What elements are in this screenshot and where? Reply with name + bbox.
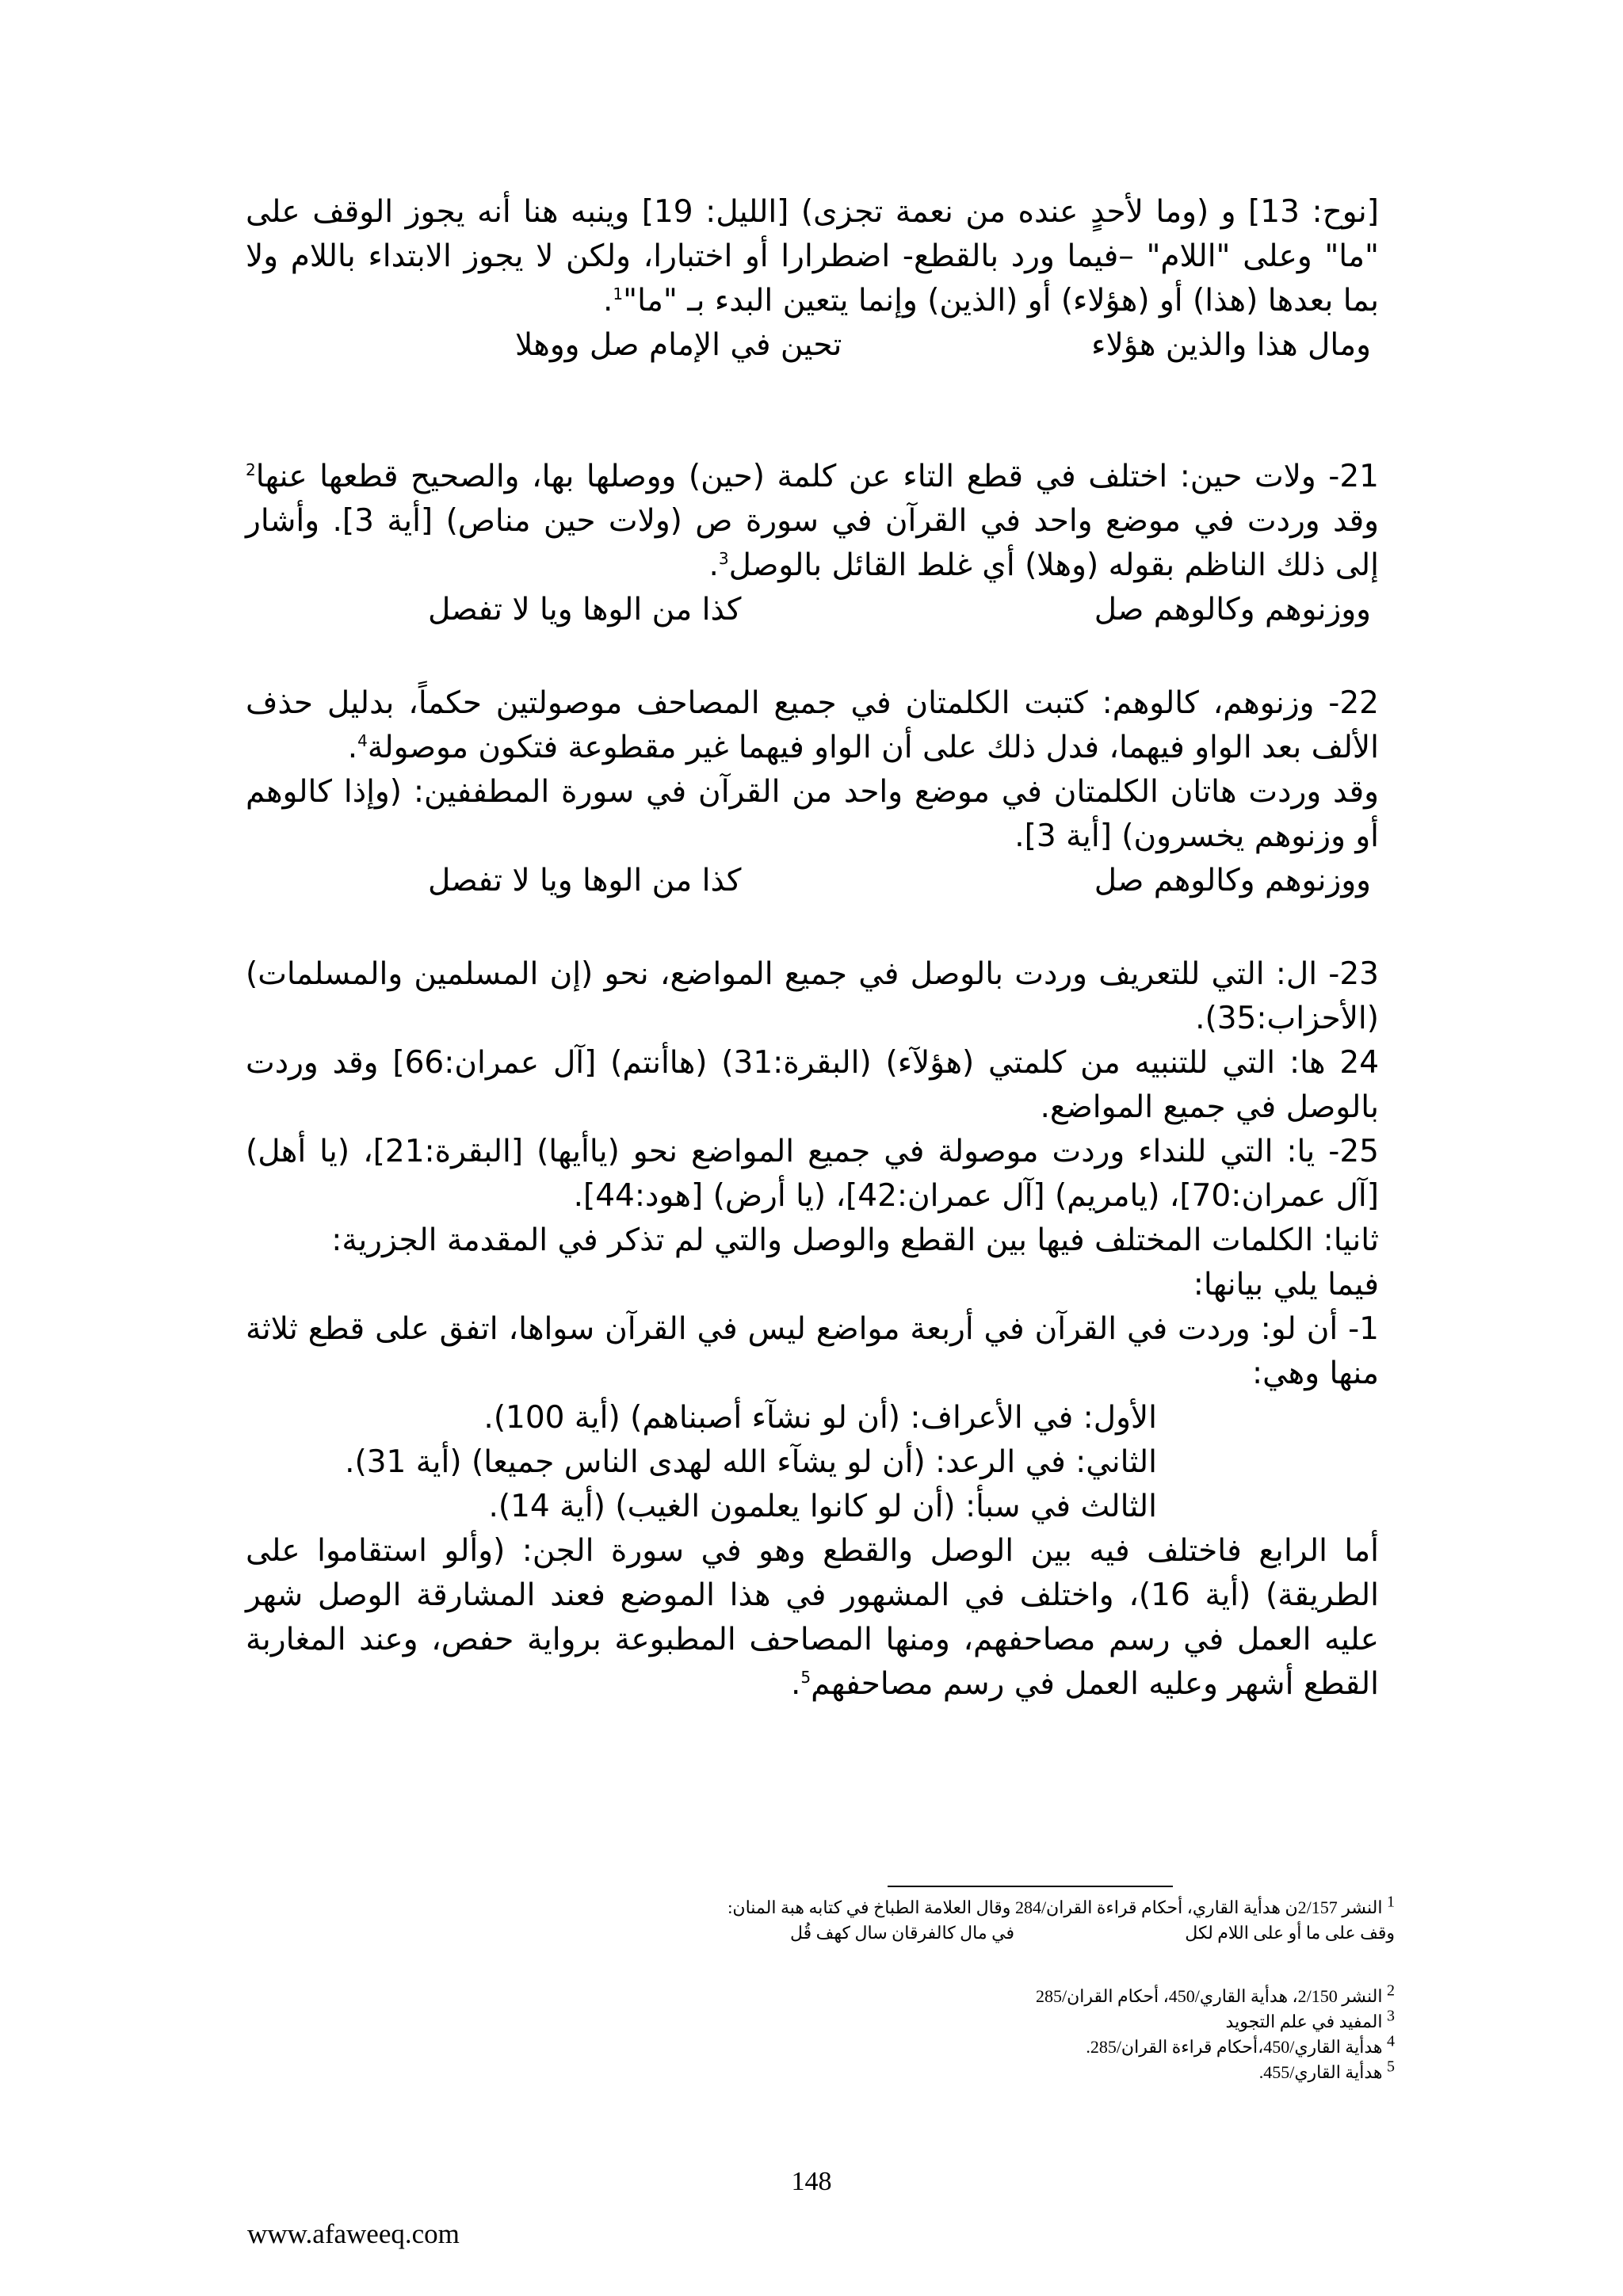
footnotes	[444, 1895, 1395, 2085]
main-text	[246, 190, 1379, 1707]
footnote-text: المفيد في علم التجويد	[1225, 2012, 1383, 2031]
paragraph	[246, 455, 1379, 588]
footnote-ref[interactable]: 1	[613, 284, 624, 303]
footnote-ref[interactable]: 2	[246, 460, 256, 479]
footnote-number: 1	[1387, 1893, 1395, 1911]
paragraph-text: وقد وردت في موضع واحد في القرآن في سورة ص (ولات حين مناص) [أية 3]. وأشار إلى ذلك الناظم بقوله (وهلا) أي غلط القائل بالوصل	[246, 503, 1379, 583]
footnote-text: النشر 2/157ن هدأية القاري، أحكام قراءة القران/284 وقال العلامة الطباخ في كتابه هبة المنان:	[727, 1897, 1383, 1917]
verse-hemistich-first: ووزنوهم وكالوهم صل	[1094, 592, 1371, 627]
paragraph	[246, 190, 1379, 323]
paragraph-text: [نوح: 13] و (وما لأحدٍ عنده من نعمة تجزى) [الليل: 19] وينبه هنا أنه يجوز الوقف على "ما" وعلى "اللام" –فيما ورد بالقطع- اضطرارا أو اختبارا، ولكن لا يجوز الابتداء باللام ولا بما بعدها (هذا) أو (هؤلاء) أو (الذين) وإنما يتعين البدء بـ "ما"	[246, 194, 1379, 318]
paragraph: 1- أن لو: وردت في القرآن في أربعة مواضع ليس في القرآن سواها، اتفق على قطع ثلاثة منها وهي:	[246, 1311, 1379, 1391]
footnote-number: 3	[1387, 2007, 1395, 2025]
verse-hemistich-first: ووزنوهم وكالوهم صل	[1094, 863, 1371, 898]
footnote-number: 4	[1387, 2032, 1395, 2050]
footnote-ref[interactable]: 3	[718, 549, 729, 568]
paragraph-text: .	[708, 547, 719, 583]
paragraph: 24 ها: التي للتنبيه من كلمتي (هؤلآء) (البقرة:31) (هاأنتم) [آل عمران:66] وقد وردت بالوصل في جميع المواضع.	[246, 1045, 1380, 1125]
paragraph: ثانيا: الكلمات المختلف فيها بين القطع والوصل والتي لم تذكر في المقدمة الجزرية:	[331, 1222, 1379, 1258]
footnote-ref[interactable]: 5	[800, 1668, 812, 1687]
paragraph: وقد وردت هاتان الكلمتان في موضع واحد من القرآن في سورة المطففين: (وإذا كالوهم أو وزنوهم يخسرون) [أية 3].	[246, 774, 1379, 854]
paragraph	[246, 1529, 1379, 1707]
poem-verse	[246, 323, 1379, 368]
list-item: الثالث في سبأ: (أن لو كانوا يعلمون الغيب) (أية 14).	[488, 1489, 1157, 1524]
footnote-text: النشر 2/150، هدأية القاري/450، أحكام القران/285	[1036, 1986, 1383, 2006]
footnote-text: هدأية القاري/450،أحكام قراءة القران/285.	[1086, 2037, 1383, 2057]
page-number: 148	[791, 2167, 832, 2196]
verse-hemistich-second: في مال كالفرقان سال كهف قُل	[789, 1923, 1014, 1943]
footnote	[444, 2009, 1395, 2035]
verse-hemistich-second: كذا من الوها ويا لا تفصل	[428, 863, 742, 898]
paragraph-text: .	[790, 1666, 801, 1702]
verse-hemistich-second: كذا من الوها ويا لا تفصل	[428, 592, 742, 627]
verse-hemistich-first: ومال هذا والذين هؤلاء	[1091, 327, 1371, 363]
paragraph-text: 22- وزنوهم، كالوهم: كتبت الكلمتان في جميع المصاحف موصولتين حكماً، بدليل حذف الألف بعد الواو فيهما، فدل ذلك على أن الواو فيهما غير مقطوعة فتكون موصولة	[246, 685, 1379, 765]
paragraph: فيما يلي بيانها:	[1193, 1267, 1379, 1302]
paragraph-text: .	[347, 730, 358, 765]
poem-verse	[246, 859, 1379, 903]
verse-hemistich-second: تحين في الإمام صل ووهلا	[515, 327, 842, 363]
footnote	[444, 2032, 1395, 2060]
footnote-number: 5	[1387, 2058, 1395, 2076]
paragraph: 23- ال: التي للتعريف وردت بالوصل في جميع المواضع، نحو (إن المسلمين والمسلمات) (الأحزاب:35).	[246, 956, 1379, 1036]
website-url[interactable]: www.afaweeq.com	[247, 2218, 460, 2249]
footnote-ref[interactable]: 4	[357, 731, 368, 750]
footnote	[444, 1895, 1395, 1920]
paragraph-text: .	[603, 283, 613, 318]
paragraph: 25- يا: التي للنداء وردت موصولة في جميع المواضع نحو (ياأيها) [البقرة:21]، (يا أهل) [آل عمران:70]، (يامريم) [آل عمران:42]، (يا أرض) [هود:44].	[246, 1134, 1379, 1214]
verse-hemistich-first: وقف على ما أو على اللام لكل	[1185, 1923, 1395, 1943]
footnote	[444, 1981, 1395, 2009]
list-item: الأول: في الأعراف: (أن لو نشآء أصبناهم) (أية 100).	[483, 1400, 1157, 1436]
paragraph-text: أما الرابع فاختلف فيه بين الوصل والقطع وهو في سورة الجن: (وألو استقاموا على الطريقة) (أية 16)، واختلف في المشهور في هذا الموضع فعند المشارقة الوصل شهر عليه العمل في رسم مصاحفهم، ومنها المصاحف المطبوعة برواية حفص، وعند المغاربة القطع أشهر وعليه العمل في رسم مصاحفهم	[246, 1533, 1379, 1702]
footnote-text: هدأية القاري/455.	[1258, 2062, 1383, 2082]
paragraph-text: 21- ولات حين: اختلف في قطع التاء عن كلمة (حين) ووصلها بها، والصحيح قطعها عنها	[255, 459, 1379, 494]
footnote-verse	[444, 1920, 1395, 1946]
paragraph	[246, 681, 1379, 770]
footnote-separator	[888, 1886, 1173, 1887]
poem-verse	[246, 588, 1379, 632]
footnote-number: 2	[1387, 1981, 1395, 2000]
list-item: الثاني: في الرعد: (أن لو يشآء الله لهدى الناس جميعا) (أية 31).	[345, 1444, 1157, 1480]
footnote	[444, 2060, 1395, 2085]
